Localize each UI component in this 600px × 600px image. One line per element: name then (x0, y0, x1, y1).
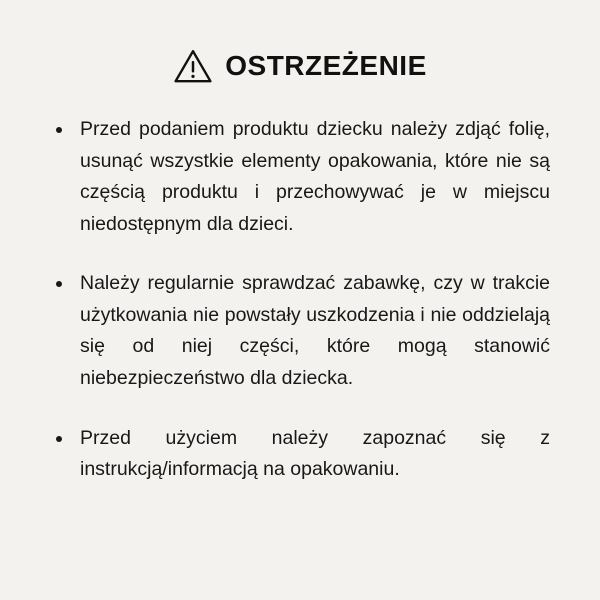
list-item: Przed użyciem należy zapoznać się z instrukcją/informacją na opakowaniu. (50, 423, 550, 486)
list-item: Należy regularnie sprawdzać zabawkę, czy w trakcie użytkowania nie powstały uszkodzenia i nie oddzielają się od niej części, które mogą stanowić niebezpieczeństwo dla dziecka. (50, 268, 550, 394)
list-item: Przed podaniem produktu dziecku należy zdjąć folię, usunąć wszystkie elementy opakowania, które nie są częścią produktu i przechowywać je w miejscu niedostępnym dla dzieci. (50, 114, 550, 240)
warning-header (38, 48, 562, 84)
page-title: OSTRZEŻENIE (225, 50, 427, 81)
warning-triangle-icon (173, 48, 213, 84)
warning-bullet-list (38, 114, 562, 486)
